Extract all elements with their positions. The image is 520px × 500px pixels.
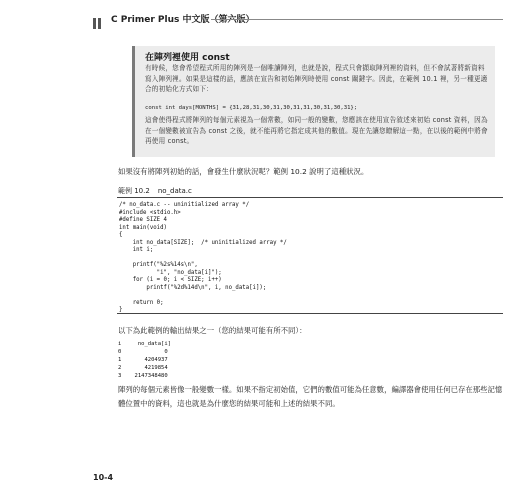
example-label: 範例 10.2 (118, 187, 150, 195)
code-line: } (119, 307, 123, 313)
code-line: /* no_data.c -- uninitialized array */ (119, 202, 250, 208)
code-line: int i; (119, 247, 154, 253)
output-line: 2 4219854 (118, 365, 168, 371)
code-line: int no_data[SIZE]; /* uninitialized array */ (119, 239, 287, 246)
header-rule (211, 19, 503, 20)
code-line: #define SIZE 4 (119, 217, 167, 223)
note-paragraph-2: 這會使得程式將陣列的每個元素視為一個常數，如同一般的變數，您應該在使用宣告敘述來初始 const 資料，因為在一個變數被宣告為 const 之後，就不能再將它指定成其他的數值。現在先讓您瞭解這一點，在以後的範例中將會再使用 const。 (145, 116, 488, 145)
output-line: 0 0 (118, 349, 168, 355)
intro-paragraph: 如果沒有將陣列初始的話，會發生什麼狀況呢？範例 10.2 說明了這種狀況。 (118, 167, 369, 176)
code-line: #include <stdio.h> (119, 209, 181, 216)
output-line: i no_data[i] (118, 341, 171, 347)
example-caption (118, 186, 192, 196)
note-paragraph-1: 有時候，您會希望程式所用的陣列是一個唯讀陣列，也就是說，程式只會擷取陣列裡的資料，但不會試著將新資料寫入陣列裡。如果是這樣的話，應該在宣告和初始陣列時使用 const 關鍵字。因此，在範例 10.1 裡，另一種更適合的初始化方式如下： (145, 64, 488, 93)
code-line: for (i = 0; i < SIZE; i++) (119, 277, 222, 283)
example-filename: no_data.c (157, 187, 192, 195)
book-title: C Primer Plus 中文版（第六版） (111, 15, 255, 25)
output-line: 3 2147348480 (118, 373, 168, 379)
output-intro-paragraph: 以下為此範例的輸出結果之一（您的結果可能有所不同）： (118, 326, 307, 335)
header-marks (93, 14, 103, 33)
explanation-paragraph: 陣列的每個元素皆像一般變數一樣。如果不指定初始值，它們的數值可能為任意數，編譯器會使用任何已存在那些記憶體位置中的資料，這也就是為什麼您的結果可能和上述的結果不同。 (118, 385, 503, 408)
code-line: printf("%2d%14d\n", i, no_data[i]); (119, 284, 267, 291)
code-line: printf("%2s%14s\n", (119, 262, 198, 268)
running-header (93, 12, 503, 28)
output-line: 1 4204937 (118, 357, 168, 363)
code-listing (117, 197, 503, 314)
note-box (132, 46, 495, 157)
note-title: 在陣列裡使用 const (145, 53, 230, 63)
code-line: { (119, 232, 123, 238)
code-line: "i", "no_data[i]"); (119, 269, 222, 276)
code-line: return 0; (119, 299, 164, 306)
note-code-line: const int days[MONTHS] = {31,28,31,30,31,30,31,31,30,31,30,31}; (145, 105, 358, 111)
code-line: int main(void) (119, 224, 167, 231)
page-number: 10-4 (93, 473, 114, 482)
